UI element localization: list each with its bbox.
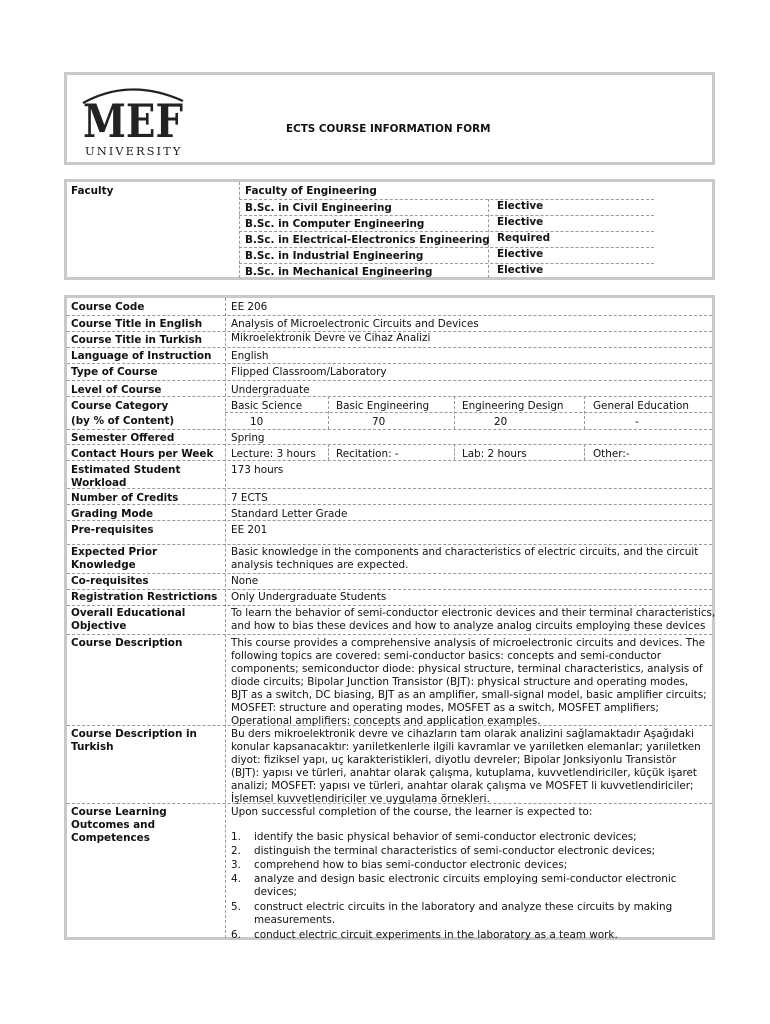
program-2-status: Elective bbox=[497, 216, 544, 228]
grading: Standard Letter Grade bbox=[231, 508, 348, 520]
category-label-2: (by % of Content) bbox=[71, 415, 175, 427]
desc-line: components; semiconductor diode: physical structure, terminal characteristics, analysis of bbox=[231, 663, 703, 675]
course-title-tr: Mikroelektronik Devre ve Cihaz Analizi bbox=[231, 332, 431, 344]
outcomes-list bbox=[231, 831, 701, 943]
outcome-number: 2. bbox=[231, 845, 241, 857]
objective-1: To learn the behavior of semi-conductor electronic devices and their terminal characteristics, bbox=[231, 607, 716, 619]
desc-label: Course Description bbox=[71, 637, 183, 649]
semester: Spring bbox=[231, 432, 265, 444]
outcome-number: 5. bbox=[231, 901, 241, 913]
form-title: ECTS COURSE INFORMATION FORM bbox=[286, 123, 491, 135]
coreq-label: Co-requisites bbox=[71, 575, 149, 587]
contact-recitation: Recitation: - bbox=[336, 448, 399, 460]
desc-line: diode circuits; Bipolar Junction Transistor (BJT): physical structure and operating modes, bbox=[231, 676, 689, 688]
program-4-status: Elective bbox=[497, 248, 544, 260]
desc-tr-line: Bu ders mikroelektronik devre ve cihazların tam olarak analizini sağlamaktadır Aşağıdaki bbox=[231, 728, 694, 740]
desc-line: This course provides a comprehensive analysis of microelectronic circuits and devices. The bbox=[231, 637, 706, 649]
outcome-item bbox=[231, 873, 701, 901]
coreq: None bbox=[231, 575, 259, 587]
course-description-turkish bbox=[231, 728, 701, 806]
category-basic-science-val: 10 bbox=[250, 416, 264, 428]
workload-label-2: Workload bbox=[71, 477, 127, 489]
desc-line: MOSFET: structure and operating modes, MOSFET as a switch, MOSFET amplifiers; bbox=[231, 702, 659, 714]
category-engineering-design: Engineering Design bbox=[462, 400, 564, 412]
outcome-item bbox=[231, 845, 701, 859]
header-box bbox=[64, 72, 715, 165]
prior-knowledge-2: analysis techniques are expected. bbox=[231, 559, 409, 571]
outcome-item bbox=[231, 831, 701, 845]
faculty-label: Faculty bbox=[71, 185, 114, 197]
outcome-item bbox=[231, 901, 701, 929]
contact-other: Other:- bbox=[593, 448, 630, 460]
program-1: B.Sc. in Civil Engineering bbox=[245, 202, 392, 214]
prior-knowledge-1: Basic knowledge in the components and characteristics of electric circuits, and the circuit bbox=[231, 546, 699, 558]
desc-line: Operational amplifiers: concepts and application examples. bbox=[231, 715, 541, 727]
outcome-text: measurements. bbox=[254, 914, 336, 926]
category-general-education: General Education bbox=[593, 400, 689, 412]
course-title-tr-label: Course Title in Turkish bbox=[71, 334, 203, 346]
course-code: EE 206 bbox=[231, 301, 268, 313]
credits: 7 ECTS bbox=[231, 492, 268, 504]
program-5-status: Elective bbox=[497, 264, 544, 276]
course-title-en-label: Course Title in English bbox=[71, 318, 203, 330]
outcome-item bbox=[231, 859, 701, 873]
workload: 173 hours bbox=[231, 464, 284, 476]
university-logo bbox=[75, 81, 195, 161]
outcomes-label-3: Competences bbox=[71, 832, 150, 844]
category-basic-science: Basic Science bbox=[231, 400, 303, 412]
course-title-en: Analysis of Microelectronic Circuits and Devices bbox=[231, 318, 479, 330]
faculty-name: Faculty of Engineering bbox=[245, 185, 377, 197]
category-label-1: Course Category bbox=[71, 400, 169, 412]
category-engineering-design-val: 20 bbox=[494, 416, 508, 428]
contact-lecture: Lecture: 3 hours bbox=[231, 448, 316, 460]
objective-label-2: Objective bbox=[71, 620, 127, 632]
desc-line: BJT as a switch, DC biasing, BJT as an amplifier, small-signal model, basic amplifier circuits; bbox=[231, 689, 707, 701]
desc-tr-line: diyot: fiziksel yapı, uç karakteristikleri, diyotlu devreler; Bipolar Jonksiyonlu Transistör bbox=[231, 754, 677, 766]
outcomes-intro: Upon successful completion of the course, the learner is expected to: bbox=[231, 806, 593, 818]
prereq: EE 201 bbox=[231, 524, 268, 536]
category-general-education-val: - bbox=[635, 416, 639, 428]
desc-tr-label-1: Course Description in bbox=[71, 728, 197, 740]
program-3-status: Required bbox=[497, 232, 551, 244]
desc-tr-label-2: Turkish bbox=[71, 741, 114, 753]
grading-label: Grading Mode bbox=[71, 508, 154, 520]
language-label: Language of Instruction bbox=[71, 350, 212, 362]
program-3: B.Sc. in Electrical-Electronics Engineering bbox=[245, 234, 490, 246]
course-code-label: Course Code bbox=[71, 301, 145, 313]
course-info-box bbox=[64, 295, 715, 940]
outcome-text: identify the basic physical behavior of semi-conductor electronic devices; bbox=[254, 831, 637, 843]
program-5: B.Sc. in Mechanical Engineering bbox=[245, 266, 433, 278]
category-basic-engineering-val: 70 bbox=[372, 416, 386, 428]
level-label: Level of Course bbox=[71, 384, 162, 396]
outcome-number: 3. bbox=[231, 859, 241, 871]
type-label: Type of Course bbox=[71, 366, 158, 378]
level: Undergraduate bbox=[231, 384, 310, 396]
workload-label-1: Estimated Student bbox=[71, 464, 181, 476]
prereq-label: Pre-requisites bbox=[71, 524, 154, 536]
semester-label: Semester Offered bbox=[71, 432, 175, 444]
program-1-status: Elective bbox=[497, 200, 544, 212]
outcome-text: construct electric circuits in the laboratory and analyze these circuits by making bbox=[254, 901, 673, 913]
logo-subtext: UNIVERSITY bbox=[85, 144, 183, 158]
type: Flipped Classroom/Laboratory bbox=[231, 366, 387, 378]
restrict-label: Registration Restrictions bbox=[71, 591, 218, 603]
language: English bbox=[231, 350, 269, 362]
program-4: B.Sc. in Industrial Engineering bbox=[245, 250, 424, 262]
objective-label-1: Overall Educational bbox=[71, 607, 186, 619]
objective-2: and how to bias these devices and how to analyze analog circuits employing these devices bbox=[231, 620, 706, 632]
contact-label: Contact Hours per Week bbox=[71, 448, 214, 460]
outcome-text: comprehend how to bias semi-conductor electronic devices; bbox=[254, 859, 568, 871]
outcomes-label-2: Outcomes and bbox=[71, 819, 156, 831]
logo-text: MEF bbox=[83, 94, 184, 148]
desc-line: following topics are covered: semi-conductor basics: concepts and semi-conductor bbox=[231, 650, 662, 662]
category-basic-engineering: Basic Engineering bbox=[336, 400, 430, 412]
desc-tr-line: (BJT): yapısı ve türleri, anahtar olarak çalışma, kutuplama, kuvvetlendiriciler, küçük işaret bbox=[231, 767, 698, 779]
prior-label-2: Knowledge bbox=[71, 559, 136, 571]
outcome-number: 4. bbox=[231, 873, 241, 885]
outcome-number: 1. bbox=[231, 831, 241, 843]
outcome-text: distinguish the terminal characteristics of semi-conductor electronic devices; bbox=[254, 845, 656, 857]
outcome-number: 6. bbox=[231, 929, 241, 941]
contact-lab: Lab: 2 hours bbox=[462, 448, 527, 460]
desc-tr-line: analizi; MOSFET: yapısı ve türleri, anahtar olarak çalışma ve MOSFET li kuvvetlendiriciler; bbox=[231, 780, 694, 792]
faculty-box bbox=[64, 179, 715, 280]
restrict: Only Undergraduate Students bbox=[231, 591, 387, 603]
outcome-text: devices; bbox=[254, 886, 298, 898]
outcome-item bbox=[231, 929, 701, 943]
credits-label: Number of Credits bbox=[71, 492, 179, 504]
desc-tr-line: İşlemsel kuvvetlendiriciler ve uygulama örnekleri. bbox=[231, 793, 490, 805]
prior-label-1: Expected Prior bbox=[71, 546, 158, 558]
program-2: B.Sc. in Computer Engineering bbox=[245, 218, 425, 230]
outcome-text: conduct electric circuit experiments in the laboratory as a team work. bbox=[254, 929, 618, 941]
outcome-text: analyze and design basic electronic circuits employing semi-conductor electronic bbox=[254, 873, 677, 885]
desc-tr-line: konular kapsanacaktır: yarıiletkenlerle ilgili kavramlar ve yarıiletken elemanlar; yarıiletken bbox=[231, 741, 701, 753]
course-description bbox=[231, 637, 707, 728]
outcomes-label-1: Course Learning bbox=[71, 806, 167, 818]
